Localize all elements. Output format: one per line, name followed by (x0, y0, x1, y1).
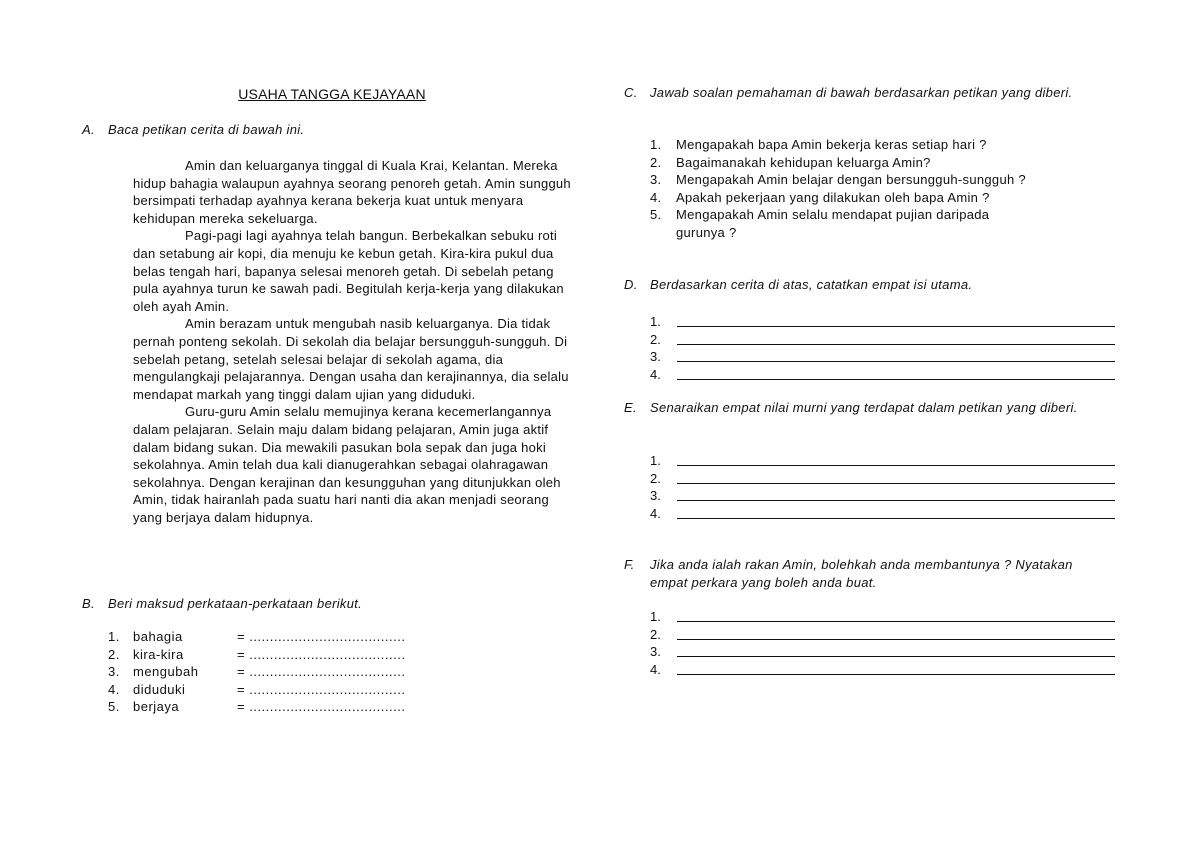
writing-rule (677, 326, 1115, 327)
writing-rule (677, 674, 1115, 675)
answer-line[interactable] (650, 470, 1115, 488)
writing-rule (677, 500, 1115, 501)
question-number: 2. (650, 154, 662, 170)
section-b-instruction: Beri maksud perkataan-perkataan berikut. (108, 596, 363, 611)
comprehension-questions (650, 136, 1120, 242)
writing-rule (677, 518, 1115, 519)
section-a-instruction: Baca petikan cerita di bawah ini. (108, 122, 305, 137)
vocab-number: 3. (108, 664, 120, 680)
writing-rule (677, 656, 1115, 657)
line-number: 4. (650, 366, 661, 382)
question-item (650, 136, 1120, 154)
line-number: 1. (650, 453, 661, 468)
writing-rule (677, 621, 1115, 622)
writing-rule (677, 465, 1115, 466)
question-text: Mengapakah Amin selalu mendapat pujian daripada gurunya ? (676, 207, 990, 240)
vocab-answer-blank: = ...................................... (237, 664, 406, 680)
vocab-number: 2. (108, 646, 120, 662)
section-c-instruction: Jawab soalan pemahaman di bawah berdasarkan petikan yang diberi. (650, 85, 1073, 100)
answer-line[interactable] (650, 348, 1115, 366)
section-f-answer-lines (650, 608, 1115, 678)
answer-line[interactable] (650, 505, 1115, 523)
question-item (650, 206, 1036, 241)
story-paragraph: Pagi-pagi lagi ayahnya telah bangun. Berbekalkan sebuku roti dan setabung air kopi, dia menuju ke kebun getah. Kira-kira pukul dua belas tengah hari, bapanya selesai menoreh getah. Di sebelah petang pula ayahnya turun ke sawah padi. Begitulah kerja-kerja yang dilakukan oleh ayah Amin. (133, 228, 564, 314)
writing-rule (677, 344, 1115, 345)
question-item (650, 189, 1120, 207)
vocab-answer-blank: = ...................................... (237, 629, 406, 644)
vocab-word: berjaya (133, 699, 180, 715)
vocab-number: 4. (108, 681, 120, 697)
section-d-answer-lines (650, 313, 1115, 383)
question-item (650, 171, 1120, 189)
section-e-answer-lines (650, 452, 1115, 522)
question-text: Mengapakah bapa Amin bekerja keras setiap hari ? (676, 137, 987, 152)
question-number: 3. (650, 172, 662, 188)
writing-rule (677, 639, 1115, 640)
line-number: 4. (650, 661, 661, 677)
answer-line[interactable] (650, 366, 1115, 384)
vocab-number: 1. (108, 629, 120, 644)
line-number: 2. (650, 331, 661, 347)
story-passage (133, 157, 573, 526)
question-number: 5. (650, 207, 662, 223)
answer-line[interactable] (650, 487, 1115, 505)
writing-rule (677, 483, 1115, 484)
answer-line[interactable] (650, 452, 1115, 470)
question-text: Apakah pekerjaan yang dilakukan oleh bapa Amin ? (676, 189, 990, 205)
section-c-letter: C. (624, 85, 638, 100)
section-b-letter: B. (82, 596, 95, 611)
section-a-letter: A. (82, 122, 95, 137)
section-e-letter: E. (624, 400, 637, 415)
vocab-answer-blank: = ...................................... (237, 699, 406, 715)
line-number: 1. (650, 314, 661, 329)
line-number: 3. (650, 644, 661, 660)
story-paragraph: Amin dan keluarganya tinggal di Kuala Krai, Kelantan. Mereka hidup bahagia walaupun ayahnya seorang penoreh getah. Amin sungguh bersimpati terhadap ayahnya kerana bekerja kuat untuk menyara kehidupan mereka sekeluarga. (133, 158, 571, 226)
answer-line[interactable] (650, 643, 1115, 661)
answer-line[interactable] (650, 313, 1115, 331)
story-paragraph: Amin berazam untuk mengubah nasib keluarganya. Dia tidak pernah ponteng sekolah. Di sekolah dia belajar bersungguh-sungguh. Di sebelah petang, setelah selesai belajar di sekolah agama, dia mengulangkaji pelajarannya. Dengan usaha dan kerajinannya, dia selalu mendapat markah yang tinggi dalam ujian yang diduduki. (133, 316, 569, 402)
question-item (650, 154, 1120, 172)
vocab-answer-blank: = ...................................... (237, 681, 406, 697)
section-d-instruction: Berdasarkan cerita di atas, catatkan empat isi utama. (650, 277, 973, 292)
vocab-word: diduduki (133, 681, 186, 697)
question-number: 4. (650, 189, 662, 205)
story-paragraph: Guru-guru Amin selalu memujinya kerana kecemerlangannya dalam pelajaran. Selain maju dalam bidang pelajaran, Amin juga aktif dalam bidang sukan. Dia mewakili pasukan bola sepak dan juga hoki sekolahnya. Amin telah dua kali dianugerahkan sebagai olahragawan sekolahnya. Dengan kerajinan dan kesungguhan yang ditunjukkan oleh Amin, tidak hairanlah pada suatu hari nanti dia akan menjadi seorang yang berjaya dalam hidupnya. (133, 404, 561, 525)
section-f-instruction: Jika anda ialah rakan Amin, bolehkah anda membantunya ? Nyatakan empat perkara yang boleh anda buat. (650, 557, 1073, 590)
vocab-word: bahagia (133, 629, 183, 644)
writing-rule (677, 361, 1115, 362)
question-number: 1. (650, 137, 662, 152)
answer-line[interactable] (650, 331, 1115, 349)
question-text: Mengapakah Amin belajar dengan bersungguh-sungguh ? (676, 172, 1026, 188)
line-number: 2. (650, 626, 661, 642)
line-number: 1. (650, 609, 661, 624)
answer-line[interactable] (650, 661, 1115, 679)
section-e-instruction: Senaraikan empat nilai murni yang terdapat dalam petikan yang diberi. (650, 400, 1078, 415)
line-number: 2. (650, 470, 661, 486)
line-number: 3. (650, 488, 661, 504)
line-number: 4. (650, 505, 661, 521)
answer-line[interactable] (650, 626, 1115, 644)
worksheet-title: USAHA TANGGA KEJAYAAN (238, 86, 426, 102)
vocab-number: 5. (108, 699, 120, 715)
question-text: Bagaimanakah kehidupan keluarga Amin? (676, 154, 931, 170)
vocab-answer-blank: = ...................................... (237, 646, 406, 662)
answer-line[interactable] (650, 608, 1115, 626)
vocab-word: mengubah (133, 664, 199, 680)
section-d-letter: D. (624, 277, 638, 292)
line-number: 3. (650, 349, 661, 365)
section-f-letter: F. (624, 557, 635, 572)
vocab-word: kira-kira (133, 646, 184, 662)
writing-rule (677, 379, 1115, 380)
